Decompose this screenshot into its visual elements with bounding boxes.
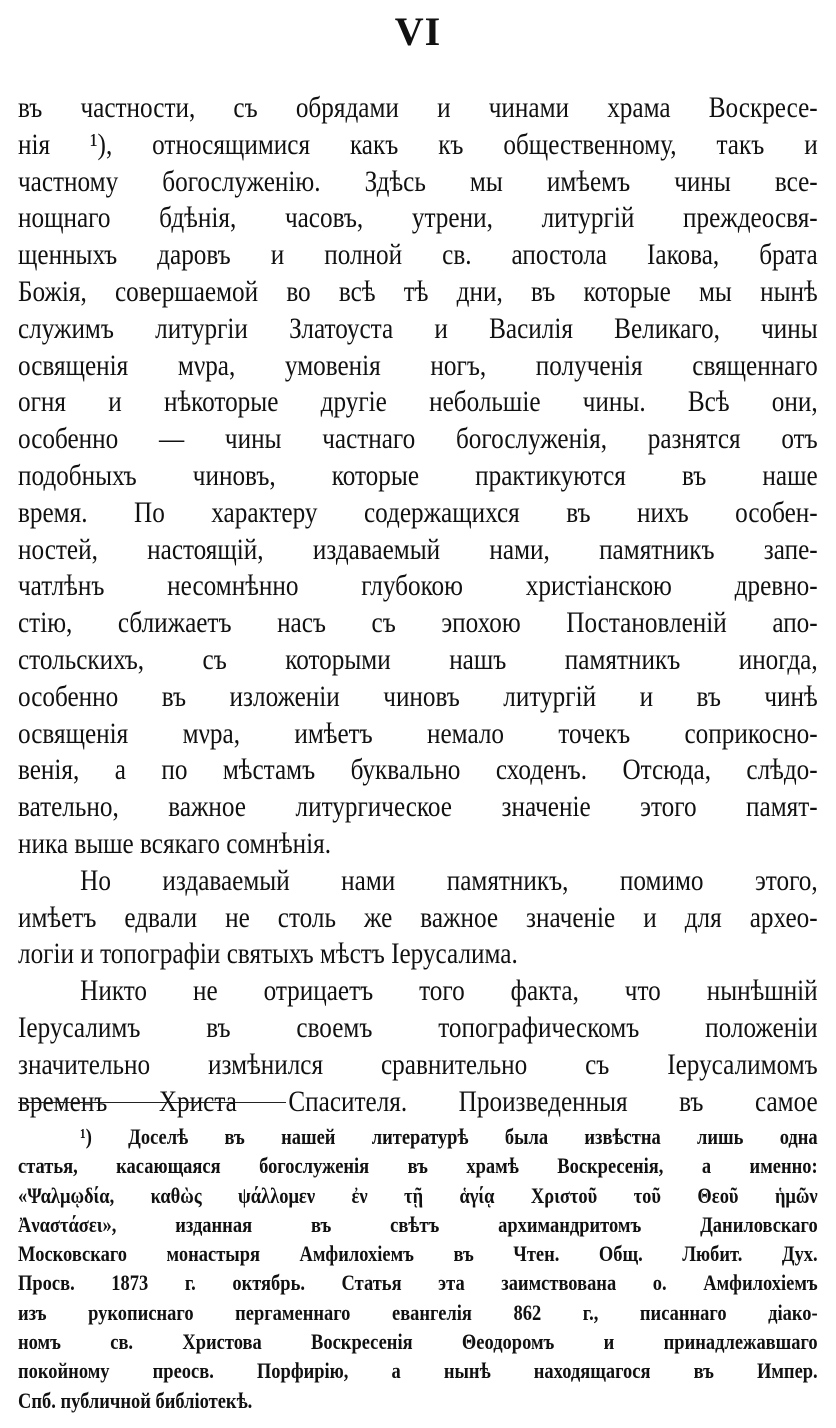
footnote-line: Просв. 1873 г. октябрь. Статья эта заимствована о. Амфилохіемъ <box>18 1270 818 1296</box>
footnote-line: покойному преосв. Порфирію, а нынѣ находящагося въ Импер. <box>18 1358 818 1384</box>
text-line: ника выше всякаго сомнѣнія. <box>18 826 332 860</box>
footnote-line: Спб. публичной библіотекѣ. <box>18 1387 253 1413</box>
text-line: стольскихъ, съ которыми нашъ памятникъ иногда, <box>18 642 818 676</box>
text-line: имѣетъ едвали не столь же важное значеніе и для археo- <box>18 900 818 934</box>
text-line: нощнаго бдѣнія, часовъ, утрени, литургій преждеосвя- <box>18 201 818 235</box>
text-line: особенно — чины частнаго богослуженія, разнятся отъ <box>18 422 818 456</box>
text-line: частному богослуженію. Здѣсь мы имѣемъ чины все- <box>18 164 818 198</box>
footnote-line: изъ рукописнаго пергаменнаго евангелія 862 г., писаннаго діако- <box>18 1299 818 1325</box>
text-line: стію, сближаетъ насъ съ эпохою Постановленій апо- <box>18 606 818 640</box>
text-line: венія, а по мѣстамъ буквально сходенъ. Отсюда, слѣдо- <box>18 753 818 787</box>
text-line: освященія мνра, умовенія ногъ, полученія священнаго <box>18 348 818 382</box>
text-line: подобныхъ чиновъ, которые практикуются въ наше <box>18 458 818 492</box>
footnote-line: «Ψαλμῳδία, καθὼς ψάλλομεν ἐν τῇ ἁγίᾳ Χριστοῦ τοῦ Θεοῦ ἡμῶν <box>18 1182 818 1208</box>
text-line: огня и нѣкоторые другіе небольшіе чины. Всѣ они, <box>18 385 818 419</box>
text-line: ностей, настоящій, издаваемый нами, памятникъ запе- <box>18 532 818 566</box>
footnote-line: Московскаго монастыря Амфилохіемъ въ Чтен. Общ. Любит. Дух. <box>18 1241 818 1267</box>
footnote-line: номъ св. Христова Воскресенія Θеодоромъ и принадлежавшаго <box>18 1329 818 1355</box>
text-line: чатлѣнъ несомнѣнно глубокою христіанскою древно- <box>18 569 818 603</box>
text-line: нія ¹), относящимися какъ къ общественному, такъ и <box>18 127 818 161</box>
text-line: служимъ литургіи Златоуста и Василія Великаго, чины <box>18 311 818 345</box>
footnote-divider <box>18 1102 286 1103</box>
text-line: щенныхъ даровъ и полной св. апостола Іакова, брата <box>18 238 818 272</box>
document-page <box>18 0 818 1428</box>
text-line: особенно въ изложеніи чиновъ литургій и въ чинѣ <box>18 679 818 713</box>
text-line: Божія, совершаемой во всѣ тѣ дни, въ которые мы нынѣ <box>18 274 818 308</box>
footnotes <box>18 1122 818 1415</box>
text-line: Никто не отрицаетъ того факта, что нынѣшній <box>80 974 818 1008</box>
footnote-line: ¹) Доселѣ въ нашей литературѣ была извѣстна лишь одна <box>80 1124 818 1149</box>
text-line: значительно измѣнился сравнительно съ Іерусалимомъ <box>18 1047 818 1081</box>
text-line: вательно, важное литургическое значеніе этого памят- <box>18 790 818 824</box>
text-line: освященія мνра, имѣетъ немало точекъ соприкосно- <box>18 716 818 750</box>
text-line: временъ Христа Спасителя. Произведенныя въ самое <box>18 1084 818 1118</box>
text-line: Іерусалимъ въ своемъ топографическомъ положеніи <box>18 1010 818 1044</box>
main-text <box>18 90 818 1120</box>
text-line: логіи и топографіи святыхъ мѣстъ Іерусалима. <box>18 937 518 971</box>
page-number: VI <box>394 9 442 54</box>
footnote-line: Ἀναστάσει», изданная въ свѣтъ архимандритомъ Даниловскаго <box>18 1211 818 1237</box>
text-line: въ частности, съ обрядами и чинами храма Воскресе- <box>18 91 818 124</box>
footnote-line: статья, касающаяся богослуженія въ храмѣ Воскресенія, а именно: <box>18 1153 818 1179</box>
text-line: время. По характеру содержащихся въ нихъ особен- <box>18 495 818 529</box>
text-line: Но издаваемый нами памятникъ, помимо этого, <box>80 863 818 897</box>
